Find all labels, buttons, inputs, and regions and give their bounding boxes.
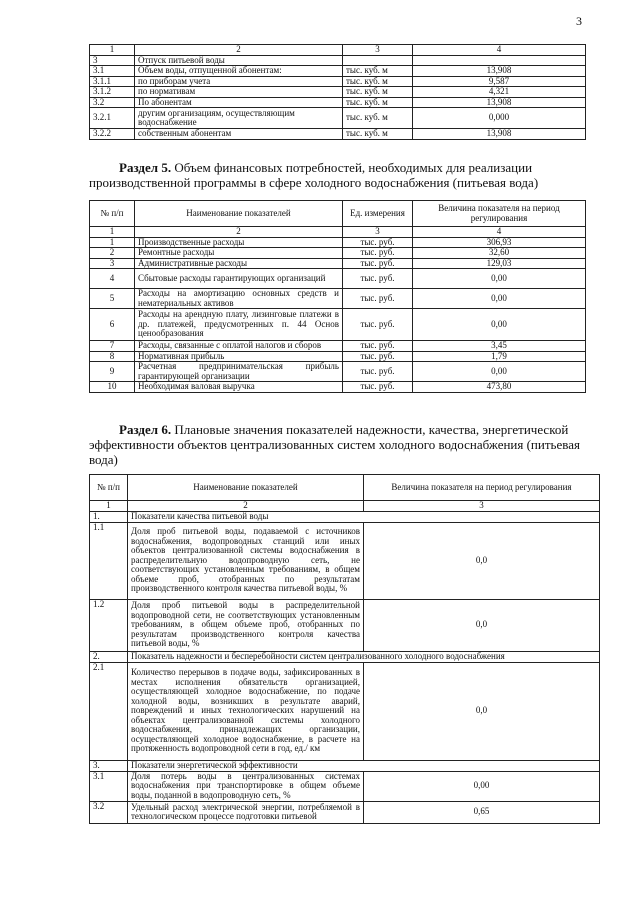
row-unit: тыс. куб. м	[343, 97, 413, 108]
row-number: 7	[90, 341, 135, 352]
col-number: 2	[135, 45, 343, 56]
row-value: 0,000	[413, 108, 586, 129]
row-number: 6	[90, 309, 135, 341]
row-value: 0,0	[364, 599, 600, 651]
table-row	[90, 599, 600, 651]
row-value: 0,00	[413, 362, 586, 382]
row-number: 8	[90, 351, 135, 362]
indicators-table	[89, 474, 600, 824]
row-number: 3.1	[90, 771, 128, 801]
table-row	[90, 382, 586, 393]
group-title: Показатели энергетической эффективности	[128, 760, 600, 771]
row-unit: тыс. руб.	[343, 382, 413, 393]
row-name: Ремонтные расходы	[135, 248, 343, 259]
table-row	[90, 362, 586, 382]
col-header-name: Наименование показателей	[128, 475, 364, 501]
row-number: 3.1	[90, 66, 135, 77]
table-row	[90, 248, 586, 259]
row-number: 3.1.1	[90, 76, 135, 87]
col-number: 4	[413, 227, 586, 238]
row-number: 3	[90, 258, 135, 269]
row-value: 0,00	[413, 269, 586, 289]
row-unit: тыс. руб.	[343, 237, 413, 248]
table-row	[90, 76, 586, 87]
row-name: Удельный расход электрической энергии, потребляемой в технологическом процессе подготовки питьевой	[128, 801, 364, 823]
row-unit: тыс. куб. м	[343, 66, 413, 77]
row-number: 2.1	[90, 662, 128, 760]
row-name: Расходы, связанные с оплатой налогов и сборов	[135, 341, 343, 352]
row-value: 0,00	[413, 309, 586, 341]
row-number: 4	[90, 269, 135, 289]
section-row	[90, 760, 600, 771]
col-number: 4	[413, 45, 586, 56]
table-row	[90, 662, 600, 760]
section-6-title: Плановые значения показателей надежности, качества, энергетической эффективности объектов централизованных систем холодного водоснабжения (питьевая вода)	[89, 422, 580, 467]
table-row	[90, 801, 600, 823]
row-unit: тыс. руб.	[343, 289, 413, 309]
row-value: 3,45	[413, 341, 586, 352]
row-unit	[343, 55, 413, 66]
row-name: Количество перерывов в подаче воды, зафиксированных в местах исполнения обязательств организацией, осуществляющей холодное водоснабжение, по подаче холодной воды, возникших в результате аварий, повреждений и иных технологических нарушений на объектах централизованной системы холодного водоснабжения, принадлежащих организации, осуществляющей холодное водоснабжение, в расчете на протяженность водопроводной сети в год, ед./ км	[128, 662, 364, 760]
row-number: 3.2	[90, 97, 135, 108]
row-value: 9,587	[413, 76, 586, 87]
group-title: Показатель надежности и бесперебойности систем централизованного холодного водоснабжения	[128, 651, 600, 662]
col-header-num: № п/п	[90, 201, 135, 227]
row-name: Расходы на амортизацию основных средств и нематериальных активов	[135, 289, 343, 309]
col-header-num: № п/п	[90, 475, 128, 501]
row-name: Доля проб питьевой воды, подаваемой с источников водоснабжения, водопроводных станций или иных объектов централизованной системы водоснабжения в распределительную водопроводную сеть, не соответствующих установленным требованиям, в общем объеме проб, отобранных по результатам производственного контроля качества питьевой воды, %	[128, 522, 364, 599]
row-value: 0,0	[364, 522, 600, 599]
column-number-row	[90, 45, 586, 56]
table-row	[90, 108, 586, 129]
row-value: 32,60	[413, 248, 586, 259]
row-number: 2	[90, 248, 135, 259]
row-name: собственным абонентам	[135, 129, 343, 140]
row-name: Нормативная прибыль	[135, 351, 343, 362]
row-name: другим организациям, осуществляющим водоснабжение	[135, 108, 343, 129]
financial-needs-table	[89, 200, 586, 393]
col-number: 1	[90, 45, 135, 56]
row-unit: тыс. руб.	[343, 248, 413, 259]
table-row	[90, 771, 600, 801]
table-row	[90, 66, 586, 77]
row-name: Отпуск питьевой воды	[135, 55, 343, 66]
row-value: 0,00	[364, 771, 600, 801]
table-row	[90, 351, 586, 362]
table-row	[90, 129, 586, 140]
group-number: 2.	[90, 651, 128, 662]
row-value: 13,908	[413, 129, 586, 140]
section-6-heading	[89, 422, 599, 467]
col-header-name: Наименование показателей	[135, 201, 343, 227]
row-name: Сбытовые расходы гарантирующих организаций	[135, 269, 343, 289]
group-title: Показатели качества питьевой воды	[128, 511, 600, 522]
row-value: 306,93	[413, 237, 586, 248]
row-unit: тыс. руб.	[343, 362, 413, 382]
row-number: 3.2.1	[90, 108, 135, 129]
col-number: 3	[364, 501, 600, 512]
table-row	[90, 258, 586, 269]
row-value	[413, 55, 586, 66]
row-value: 13,908	[413, 66, 586, 77]
row-unit: тыс. руб.	[343, 309, 413, 341]
section-5-label: Раздел 5.	[119, 160, 172, 175]
table-row	[90, 289, 586, 309]
row-value: 13,908	[413, 97, 586, 108]
page-number: 3	[576, 14, 582, 28]
section-5-heading	[89, 160, 594, 190]
row-number: 10	[90, 382, 135, 393]
row-value: 1,79	[413, 351, 586, 362]
col-number: 3	[343, 227, 413, 238]
section-row	[90, 511, 600, 522]
row-name: Объем воды, отпущенной абонентам:	[135, 66, 343, 77]
row-unit: тыс. руб.	[343, 341, 413, 352]
table-row	[90, 341, 586, 352]
row-number: 5	[90, 289, 135, 309]
row-number: 3	[90, 55, 135, 66]
section-row	[90, 651, 600, 662]
row-value: 0,65	[364, 801, 600, 823]
col-number: 1	[90, 501, 128, 512]
col-number: 2	[128, 501, 364, 512]
row-unit: тыс. руб.	[343, 269, 413, 289]
row-unit: тыс. руб.	[343, 258, 413, 269]
row-name: Необходимая валовая выручка	[135, 382, 343, 393]
table-row	[90, 522, 600, 599]
col-header-value: Величина показателя на период регулирования	[413, 201, 586, 227]
row-number: 3.1.2	[90, 87, 135, 98]
row-name: По абонентам	[135, 97, 343, 108]
row-unit: тыс. куб. м	[343, 108, 413, 129]
row-value: 473,80	[413, 382, 586, 393]
row-name: Расчетная предпринимательская прибыль гарантирующей организации	[135, 362, 343, 382]
table-row	[90, 309, 586, 341]
row-unit: тыс. куб. м	[343, 76, 413, 87]
col-number: 1	[90, 227, 135, 238]
row-unit: тыс. руб.	[343, 351, 413, 362]
row-name: Административные расходы	[135, 258, 343, 269]
row-name: Доля проб питьевой воды в распределительной водопроводной сети, не соответствующих установленным требованиям, в общем объеме проб, отобранных по результатам производственного контроля качества питьевой воды, %	[128, 599, 364, 651]
group-number: 3.	[90, 760, 128, 771]
table-row	[90, 269, 586, 289]
row-number: 1.1	[90, 522, 128, 599]
row-value: 129,03	[413, 258, 586, 269]
row-name: по приборам учета	[135, 76, 343, 87]
col-header-unit: Ед. измерения	[343, 201, 413, 227]
row-number: 3.2	[90, 801, 128, 823]
row-name: Доля потерь воды в централизованных системах водоснабжения при транспортировке в общем объеме воды, поданной в водопроводную сеть, %	[128, 771, 364, 801]
row-value: 0,0	[364, 662, 600, 760]
col-number: 2	[135, 227, 343, 238]
row-name: по нормативам	[135, 87, 343, 98]
row-number: 1	[90, 237, 135, 248]
col-header-value: Величина показателя на период регулирования	[364, 475, 600, 501]
water-supply-table	[89, 44, 586, 140]
table-row	[90, 97, 586, 108]
row-number: 9	[90, 362, 135, 382]
row-unit: тыс. куб. м	[343, 87, 413, 98]
row-number: 3.2.2	[90, 129, 135, 140]
col-number: 3	[343, 45, 413, 56]
table-row	[90, 87, 586, 98]
row-value: 0,00	[413, 289, 586, 309]
section-6-label: Раздел 6.	[119, 422, 172, 437]
row-number: 1.2	[90, 599, 128, 651]
group-number: 1.	[90, 511, 128, 522]
table-row	[90, 237, 586, 248]
row-unit: тыс. куб. м	[343, 129, 413, 140]
section-5-title: Объем финансовых потребностей, необходимых для реализации производственной программы в сфере холодного водоснабжения (питьевая вода)	[89, 160, 539, 190]
row-name: Расходы на арендную плату, лизинговые платежи в др. платежей, предусмотренных п. 44 Основ ценообразования	[135, 309, 343, 341]
row-name: Производственные расходы	[135, 237, 343, 248]
row-value: 4,321	[413, 87, 586, 98]
table-row	[90, 55, 586, 66]
